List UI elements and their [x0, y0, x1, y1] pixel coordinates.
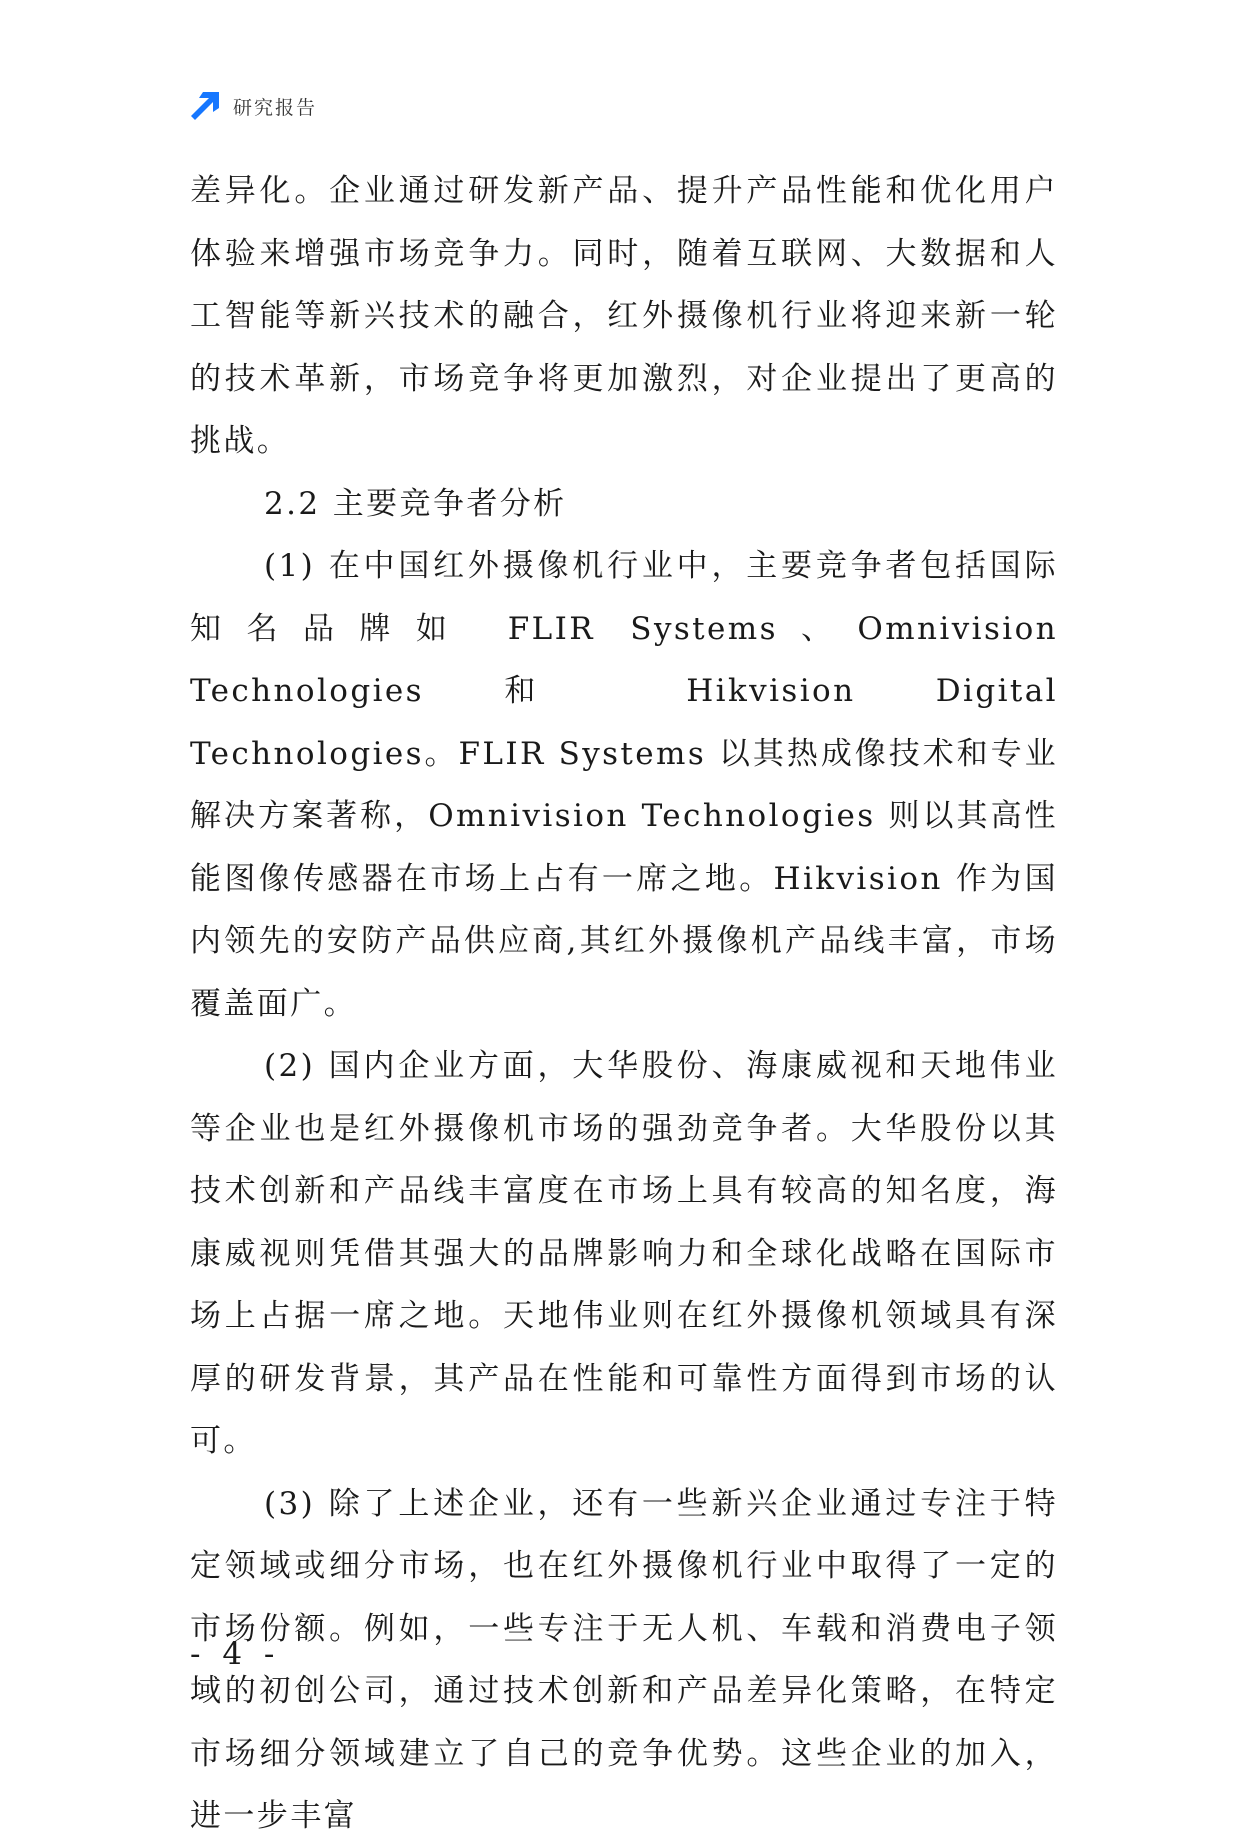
- page-number: - 4 -: [190, 1636, 281, 1672]
- page-header: [189, 88, 317, 124]
- section-heading: 2.2 主要竞争者分析: [264, 485, 567, 522]
- document-body: [190, 160, 1058, 1848]
- arrow-up-right-icon: [189, 90, 221, 122]
- intro-paragraph: 差异化。企业通过研发新产品、提升产品性能和优化用户体验来增强市场竞争力。同时，随着互联网、大数据和人工智能等新兴技术的融合，红外摄像机行业将迎来新一轮的技术革新，市场竞争将更加激烈，对企业提出了更高的挑战。: [190, 173, 1058, 459]
- paragraph-3: (3) 除了上述企业，还有一些新兴企业通过专注于特定领域或细分市场，也在红外摄像机行业中取得了一定的市场份额。例如，一些专注于无人机、车载和消费电子领域的初创公司，通过技术创新和产品差异化策略，在特定市场细分领域建立了自己的竞争优势。这些企业的加入，进一步丰富: [190, 1485, 1058, 1834]
- paragraph-2: (2) 国内企业方面，大华股份、海康威视和天地伟业等企业也是红外摄像机市场的强劲竞争者。大华股份以其技术创新和产品线丰富度在市场上具有较高的知名度，海康威视则凭借其强大的品牌影响力和全球化战略在国际市场上占据一席之地。天地伟业则在红外摄像机领域具有深厚的研发背景，其产品在性能和可靠性方面得到市场的认可。: [190, 1048, 1058, 1459]
- report-label: 研究报告: [233, 96, 318, 119]
- paragraph-1: (1) 在中国红外摄像机行业中，主要竞争者包括国际知名品牌如 FLIR Systems、Omnivision Technologies 和 Hikvision Digital Technologies。FLIR Systems 以其热成像技术和专业解决方案著称，Omnivision Technologies 则以其高性能图像传感器在市场上占有一席之地。Hikvision 作为国内领先的安防产品供应商,其红外摄像机产品线丰富，市场覆盖面广。: [190, 548, 1058, 1022]
